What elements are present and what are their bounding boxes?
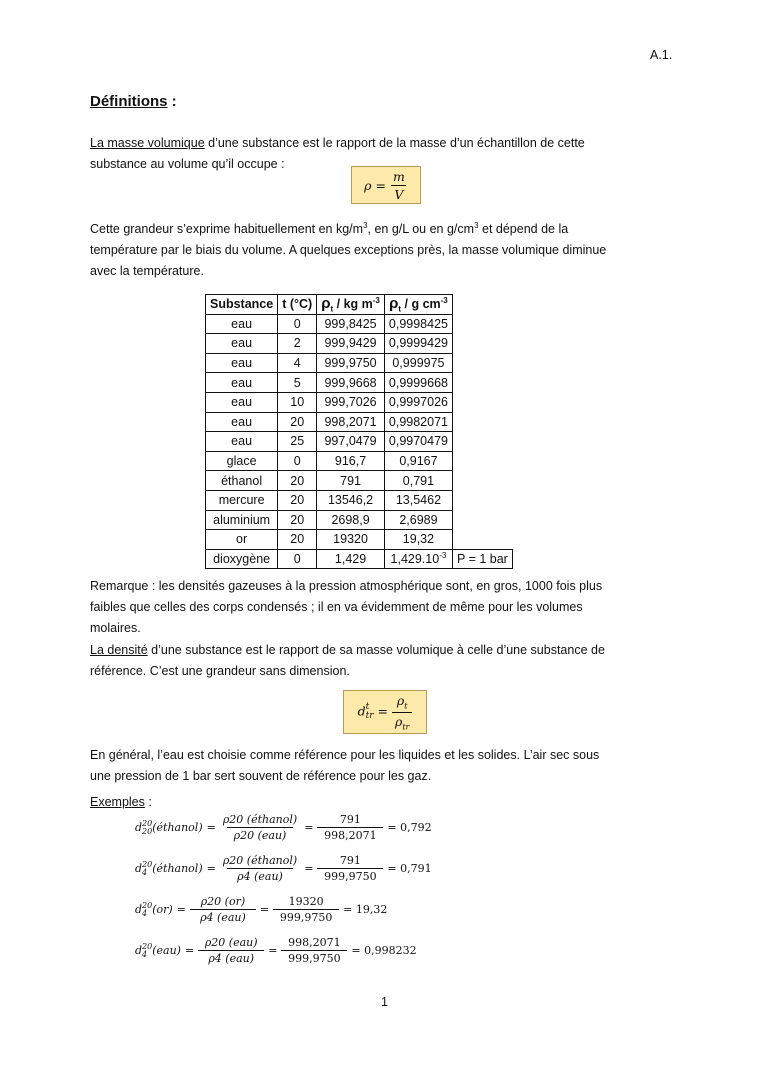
cell-temperature: 0 [278,549,317,569]
cell-substance: eau [206,432,278,452]
formula1-fraction [390,169,408,202]
cell-rho-kg: 791 [317,471,385,491]
cell-rho-g: 0,9970479 [384,432,452,452]
example-arg: (or) [152,902,173,916]
example-result: = 0,792 [387,821,432,834]
blank-cell [452,314,512,334]
equals-sign: = [268,944,278,957]
formula2-num-sub: t [404,701,408,711]
example-num-numeric: 791 [339,854,361,867]
para1-line2: substance au volume qu’il occupe : [90,157,285,171]
header-rho-g [384,295,452,315]
example-num-symbolic: ρ20 (or) [200,895,246,908]
formula2-den [392,712,412,732]
cell-temperature: 2 [278,334,317,354]
table-row-dioxygene [206,549,513,569]
examples-label: Exemples [90,795,145,809]
equals-sign: = [259,903,270,916]
remark-line2: faibles que celles des corps condensés ; il en va évidemment de même pour les volumes [90,600,583,614]
cell-rho-kg: 999,9750 [317,353,385,373]
example-sub: 20 [142,826,153,836]
equals-sign: = [206,862,216,875]
example-or [135,895,387,924]
example-den-numeric: 999,9750 [281,950,347,965]
cell-rho-kg: 999,9668 [317,373,385,393]
example-den-symbolic: ρ20 (eau) [227,827,293,842]
table-header-row [206,295,513,315]
example-fraction-numeric [317,854,383,883]
paragraph-remarque [90,576,676,639]
cell-substance: éthanol [206,471,278,491]
example-num-symbolic: ρ20 (éthanol) [222,854,298,867]
table-row [206,373,513,393]
example-num-symbolic: ρ20 (eau) [204,936,258,949]
cell-temperature: 20 [278,412,317,432]
equals-sign: = [304,821,314,834]
table-row [206,353,513,373]
formula1-den: V [391,185,406,202]
rho1-unit: / kg m [333,297,373,312]
formula2-sup: t [365,702,370,712]
header-rho-kg [317,295,385,315]
cell-temperature: 10 [278,392,317,412]
equals-sign: = [206,821,216,834]
cell-substance: glace [206,451,278,471]
example-lhs: d 20 4 (eau) [135,941,181,959]
cell-substance: dioxygène [206,549,278,569]
rho-g-mantissa: 1,429.10 [390,552,440,567]
density-table [205,294,513,569]
rho2-exp: -3 [440,295,448,305]
heading-colon: : [167,93,177,110]
equals-sign: = [184,944,195,957]
example-sup: 20 [142,818,153,828]
cell-rho-g: 0,9999429 [384,334,452,354]
cell-rho-kg: 998,2071 [317,412,385,432]
table-row [206,471,513,491]
cell-temperature: 0 [278,314,317,334]
formula2-den-rho: ρ [394,713,403,729]
formula2-num-rho: ρ [396,693,405,708]
section-heading [90,93,177,110]
formula2-scripts [366,703,374,721]
cell-temperature: 20 [278,471,317,491]
cell-rho-g: 0,9997026 [384,392,452,412]
para2-line1-b: , en g/L ou en g/cm [367,222,475,237]
para2-sup2: 3 [474,221,479,230]
cell-temperature: 20 [278,530,317,550]
cell-substance: eau [206,373,278,393]
blank-cell [452,334,512,354]
example-num-symbolic: ρ20 (éthanol) [222,813,298,826]
cell-rho-g: 0,9999668 [384,373,452,393]
cell-rho-g: 13,5462 [384,490,452,510]
example-fraction-symbolic [190,895,256,924]
rho2-sub: t [398,304,402,314]
cell-temperature: 5 [278,373,317,393]
example-den-symbolic: ρ4 (eau) [198,950,264,965]
cell-substance: eau [206,334,278,354]
example-sub: 4 [142,949,148,959]
remark-line3: molaires. [90,621,141,635]
examples-heading [90,792,152,813]
example-arg: (éthanol) [152,861,203,875]
example-den-numeric: 998,2071 [317,827,383,842]
example-fraction-symbolic [198,936,264,965]
cell-rho-kg: 19320 [317,530,385,550]
blank-cell [452,510,512,530]
heading-text: Définitions [90,93,168,110]
examples-colon: : [144,795,152,809]
para4-line2: une pression de 1 bar sert souvent de référence pour les gaz. [90,769,432,783]
table-row [206,432,513,452]
cell-rho-g: 2,6989 [384,510,452,530]
cell-rho-g: 0,791 [384,471,452,491]
cell-rho-kg: 999,9429 [317,334,385,354]
formula-densite [343,690,427,734]
table-row [206,510,513,530]
cell-substance: aluminium [206,510,278,530]
para1-line1: d’une substance est le rapport de la masse d’un échantillon de cette [204,136,585,150]
example-sup: 20 [142,941,153,951]
cell-rho-g: 0,9167 [384,451,452,471]
para2-line1-c: et dépend de la [478,222,569,237]
para2-line1-a: Cette grandeur s’exprime habituellement en kg/m [90,222,364,237]
formula2-den-sub: tr [402,722,410,731]
example-result: = 19,32 [343,903,388,916]
cell-substance: eau [206,353,278,373]
formula1-num: m [392,168,405,184]
cell-rho-g [384,549,452,569]
rho2-unit: / g cm [401,297,441,312]
cell-substance: or [206,530,278,550]
example-arg: (éthanol) [152,820,203,834]
cell-rho-g: 19,32 [384,530,452,550]
blank-cell [452,295,512,315]
example-result: = 0,791 [387,862,432,875]
formula2-d: d [357,703,366,719]
paragraph-unites [90,215,676,282]
table-row [206,334,513,354]
blank-cell [452,490,512,510]
example-eau [135,936,417,965]
example-sup: 20 [142,900,153,910]
blank-cell [452,412,512,432]
example-sub: 4 [142,867,148,877]
table-row [206,314,513,334]
example-num-numeric: 998,2071 [288,936,341,949]
page-number: 1 [381,995,388,1009]
table-row [206,490,513,510]
rho1-symbol: ρ [321,295,331,313]
paragraph-densite [90,640,676,682]
cell-rho-kg: 13546,2 [317,490,385,510]
cell-rho-g: 0,9998425 [384,314,452,334]
cell-rho-kg: 997,0479 [317,432,385,452]
example-fraction-numeric [281,936,347,965]
formula2-eq: = [373,703,388,719]
example-num-numeric: 791 [339,813,361,826]
cell-temperature: 25 [278,432,317,452]
equals-sign: = [304,862,314,875]
cell-rho-g: 0,999975 [384,353,452,373]
example-ethanol-4 [135,854,432,883]
blank-cell [452,530,512,550]
blank-cell [452,432,512,452]
cell-rho-kg: 999,8425 [317,314,385,334]
example-ethanol-20 [135,813,432,842]
table-row [206,451,513,471]
para3-line2: référence. C’est une grandeur sans dimension. [90,664,350,678]
cell-pressure-note: P = 1 bar [452,549,512,569]
cell-temperature: 4 [278,353,317,373]
example-den-numeric: 999,9750 [317,868,383,883]
term-densite: La densité [90,643,148,657]
formula2-sub: tr [365,711,374,721]
para2-line3: avec la température. [90,264,204,279]
remark-line1: Remarque : les densités gazeuses à la pression atmosphérique sont, en gros, 1000 fois plus [90,579,603,593]
example-den-numeric: 999,9750 [273,909,339,924]
paragraph-reference [90,745,676,787]
example-arg: (eau) [152,943,181,957]
cell-substance: eau [206,392,278,412]
table-row [206,392,513,412]
example-sub: 4 [142,908,148,918]
blank-cell [452,451,512,471]
rho1-sub: t [330,304,334,314]
example-lhs: d 20 4 (éthanol) [135,859,203,877]
example-lhs: d 20 20 (éthanol) [135,818,203,836]
cell-substance: eau [206,412,278,432]
cell-rho-kg: 999,7026 [317,392,385,412]
formula2-fraction [392,693,412,731]
table-row [206,412,513,432]
example-den-symbolic: ρ4 (eau) [190,909,256,924]
example-num-numeric: 19320 [288,895,324,908]
example-fraction-symbolic [220,854,300,883]
cell-rho-g: 0,9982071 [384,412,452,432]
formula2-num [394,693,411,712]
cell-rho-kg: 916,7 [317,451,385,471]
para4-line1: En général, l’eau est choisie comme référence pour les liquides et les solides. L’air sec sous [90,748,600,762]
example-fraction-numeric [317,813,383,842]
formula2-lhs [358,703,388,721]
blank-cell [452,373,512,393]
page-reference: A.1. [650,48,673,62]
equals-sign: = [176,903,186,916]
term-masse-volumique: La masse volumique [90,136,205,150]
example-sup: 20 [142,859,153,869]
formula-masse-volumique [351,166,421,204]
cell-temperature: 20 [278,510,317,530]
cell-temperature: 0 [278,451,317,471]
rho2-symbol: ρ [389,295,399,313]
rho-g-exponent: -3 [439,551,447,561]
example-den-symbolic: ρ4 (eau) [227,868,293,883]
example-fraction-numeric [273,895,339,924]
blank-cell [452,353,512,373]
cell-substance: eau [206,314,278,334]
header-temperature: t (°C) [278,295,317,315]
header-substance: Substance [206,295,278,315]
blank-cell [452,471,512,491]
cell-temperature: 20 [278,490,317,510]
cell-rho-kg: 1,429 [317,549,385,569]
cell-substance: mercure [206,490,278,510]
formula1-lhs: ρ = [364,177,386,193]
para2-line2: température par le biais du volume. A quelques exceptions près, la masse volumique diminue [90,243,607,258]
table-row [206,530,513,550]
para3-line1: d’une substance est le rapport de sa masse volumique à celle d’une substance de [147,643,605,657]
blank-cell [452,392,512,412]
rho1-exp: -3 [372,295,380,305]
example-fraction-symbolic [220,813,300,842]
example-result: = 0,998232 [351,944,417,957]
para2-sup1: 3 [363,221,368,230]
cell-rho-kg: 2698,9 [317,510,385,530]
example-lhs: d 20 4 (or) [135,900,173,918]
